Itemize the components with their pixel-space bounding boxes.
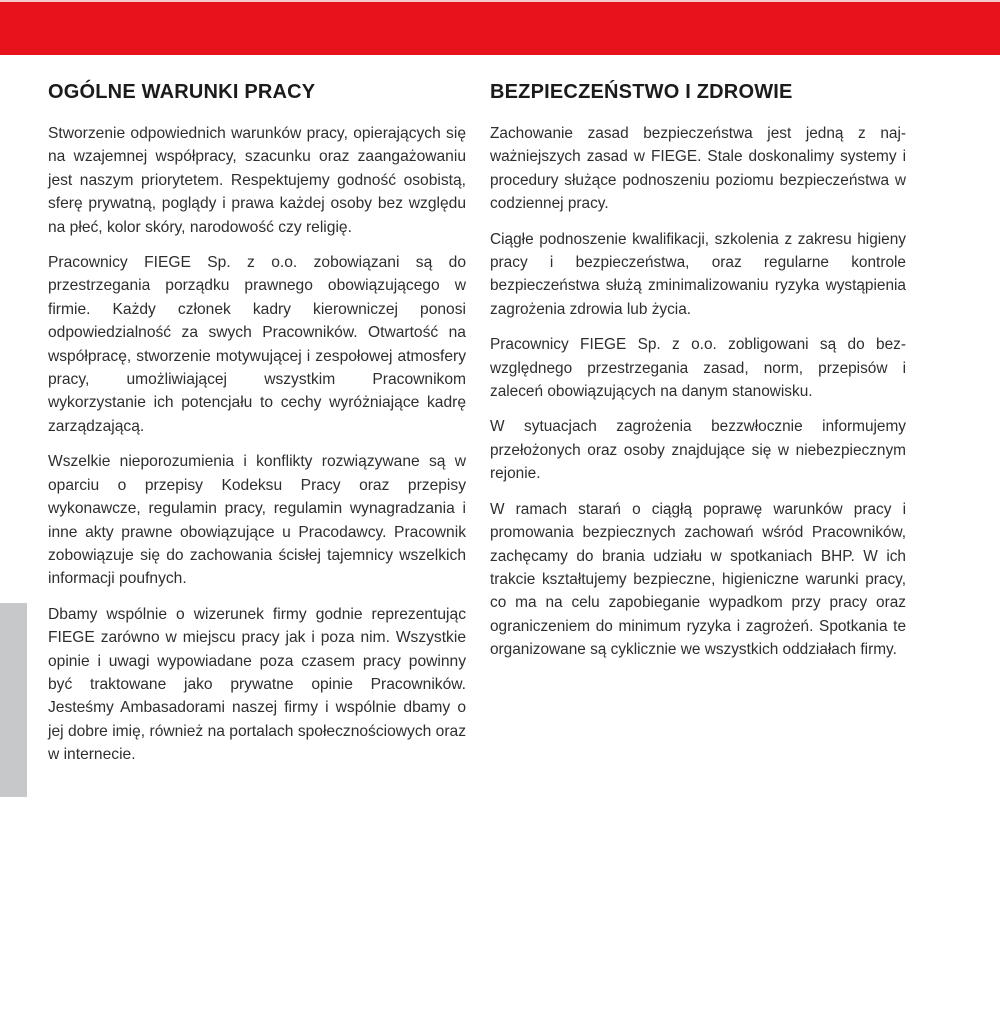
paragraph: Stworzenie odpowiednich warunków pracy, opierających się na wzajemnej współpracy, szacunku oraz zaangażowaniu jest naszym priorytetem. Respektujemy godność osobistą, sferę prywatną, poglądy i prawa każdej osoby bez względu na płeć, kolor skóry, narodowość czy religię.: [48, 125, 466, 236]
section-heading-general-conditions: OGÓLNE WARUNKI PRACY: [48, 81, 316, 103]
paragraph: W sytuacjach zagrożenia bezzwłocznie informujemy przełożonych oraz osoby znajdujące się w niebezpiecznym rejonie.: [490, 418, 906, 483]
side-gray-tab: [0, 603, 27, 797]
safety-and-health-section: [490, 80, 906, 674]
section-heading-safety-health: BEZPIECZEŃSTWO I ZDROWIE: [490, 81, 793, 103]
general-working-conditions-section: [48, 80, 466, 779]
paragraph: Pracownicy FIEGE Sp. z o.o. zobowiązani są do przestrzegania porządku prawnego obowiązującego w firmie. Każdy członek kadry kierowniczej ponosi odpowiedzialność za swych Pracowników. Otwartość na współpracę, stworzenie motywującej i zespołowej atmosfery pracy, umożliwiającej wszystkim Pracownikom wykorzystanie ich potencjału to cechy wyróżniające kadrę zarządzającą.: [48, 254, 466, 435]
paragraph: Dbamy wspólnie o wizerunek firmy godnie reprezentując FIEGE zarówno w miejscu pracy jak i poza nim. Wszystkie opinie i uwagi wypowiadane poza czasem pracy powinny być traktowane jako prywatne opinie Pracowników. Jesteśmy Ambasadorami naszej firmy i wspólnie dbamy o jej dobre imię, również na portalach społecznościowych oraz w internecie.: [48, 605, 466, 764]
paragraph: Ciągłe podnoszenie kwalifikacji, szkolenia z zakresu higieny pracy i bezpieczeństwa, oraz regularne kontrole bezpieczeństwa służą zminimalizowaniu ryzyka wystąpienia zagrożenia zdrowia lub życia.: [490, 230, 906, 318]
paragraph: W ramach starań o ciągłą poprawę warunków pracy i promowania bezpiecznych zachowań wśród Pracowników, zachęcamy do brania udziału w spotkaniach BHP. W ich trakcie kształtujemy bezpieczne, higieniczne warunki pracy, co ma na celu zapobieganie wypadkom przy pracy oraz ograniczeniem do minimum ryzyka i zagrożeń. Spotkania te organizowane są cyklicznie we wszystkich oddziałach firmy.: [490, 500, 906, 659]
paragraph: Pracownicy FIEGE Sp. z o.o. zobligowani są do bezwzględnego przestrzegania zasad, norm, przepisów i zaleceń obowiązujących na danym stanowisku.: [490, 336, 906, 401]
paragraph: Wszelkie nieporozumienia i konflikty rozwiązywane są w oparciu o przepisy Kodeksu Pracy oraz przepisy wykonawcze, regulamin pracy, regulamin wynagradzania i inne akty prawne obowiązujące u Pracodawcy. Pracownik zobowiązuje się do zachowania ścisłej tajemnicy wszelkich informacji poufnych.: [48, 453, 466, 588]
paragraph: Zachowanie zasad bezpieczeństwa jest jedną z najważniejszych zasad w FIEGE. Stale doskonalimy systemy i procedury służące podnoszeniu poziomu bezpieczeństwa w codziennej pracy.: [490, 125, 906, 213]
header-red-band: [0, 2, 1000, 55]
